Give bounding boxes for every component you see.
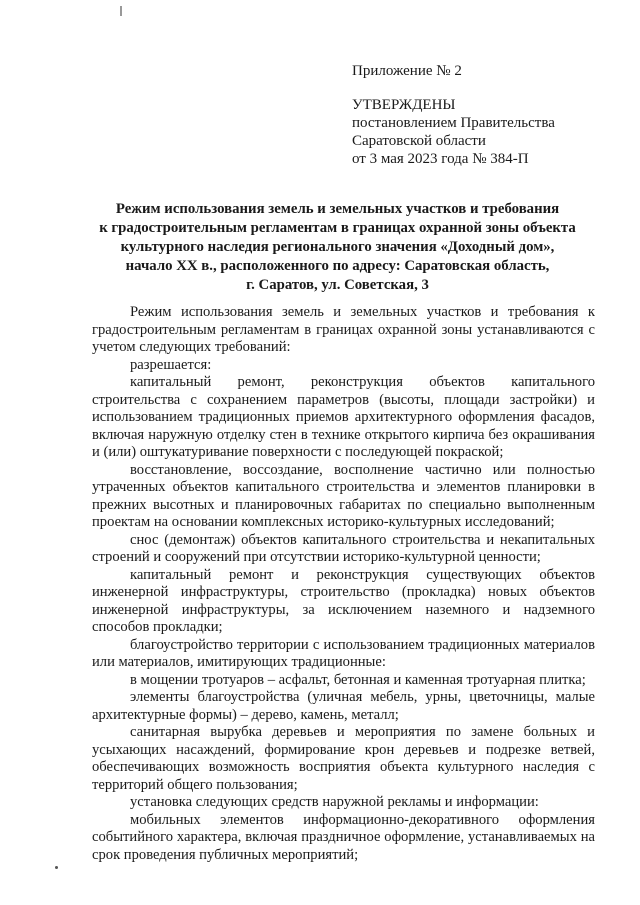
paragraph: мобильных элементов информационно-декоративного оформления событийного характера, включая праздничное оформление, устанавливаемых на срок проведения публичных мероприятий; [92, 811, 595, 863]
paragraph: в мощении тротуаров – асфальт, бетонная и каменная тротуарная плитка; [130, 671, 586, 688]
scan-mark [120, 6, 122, 16]
paragraph: восстановление, воссоздание, восполнение частично или полностью утраченных объектов капитального строительства и элементов планировки в прежних высотных и планировочных габаритах по специально выполненным проектам на основании комплексных историко-культурных исследований; [92, 461, 595, 530]
scan-dot [55, 866, 58, 869]
appendix-label: Приложение № 2 [352, 63, 462, 79]
title-line: начало XX в., расположенного по адресу: Саратовская область, [125, 258, 550, 274]
paragraph: снос (демонтаж) объектов капитального строительства и некапитальных строений и сооружений при отсутствии историко-культурной ценности; [92, 531, 595, 565]
paragraph: элементы благоустройства (уличная мебель, урны, цветочницы, малые архитектурные формы) – дерево, камень, металл; [92, 689, 595, 723]
title-line: Режим использования земель и земельных участков и требования [115, 201, 560, 217]
paragraph: капитальный ремонт, реконструкция объектов капитального строительства с сохранением параметров (высоты, площади застройки) и использованием традиционных приемов архитектурного оформления фасадов, включая наружную отделку стен в технике открытого кирпича без окрашивания и (или) оштукатуривание поверхности с последующей покраской; [92, 374, 595, 460]
approval-line: от 3 мая 2023 года № 384-П [352, 151, 529, 167]
document-body [92, 304, 595, 864]
paragraph: установка следующих средств наружной рекламы и информации: [130, 794, 539, 810]
approved-heading: УТВЕРЖДЕНЫ [352, 97, 456, 113]
title-line: г. Саратов, ул. Советская, 3 [246, 277, 429, 293]
paragraph: капитальный ремонт и реконструкция существующих объектов инженерной инфраструктуры, строительство (прокладка) новых объектов инженерной инфраструктуры, за исключением наземного и надземного способов прокладки; [92, 566, 595, 635]
paragraph: санитарная вырубка деревьев и мероприятия по замене больных и усыхающих насаждений, формирование крон деревьев и подрезке ветвей, обеспечивающих возможность восприятия объекта культурного наследия с территорий общего пользования; [92, 724, 595, 793]
title-line: культурного наследия регионального значения «Доходный дом», [120, 239, 555, 255]
paragraph: разрешается: [130, 356, 212, 373]
document-title [90, 200, 585, 295]
title-line: к градостроительным регламентам в границах охранной зоны объекта [99, 220, 576, 236]
approval-line: Саратовской области [352, 133, 486, 149]
paragraph: благоустройство территории с использованием традиционных материалов или материалов, имитирующих традиционные: [92, 636, 595, 670]
approval-line: постановлением Правительства [352, 115, 555, 131]
paragraph: Режим использования земель и земельных участков и требования к градостроительным регламентам в границах охранной зоны устанавливаются с учетом следующих требований: [92, 304, 595, 355]
approval-details [352, 114, 555, 168]
